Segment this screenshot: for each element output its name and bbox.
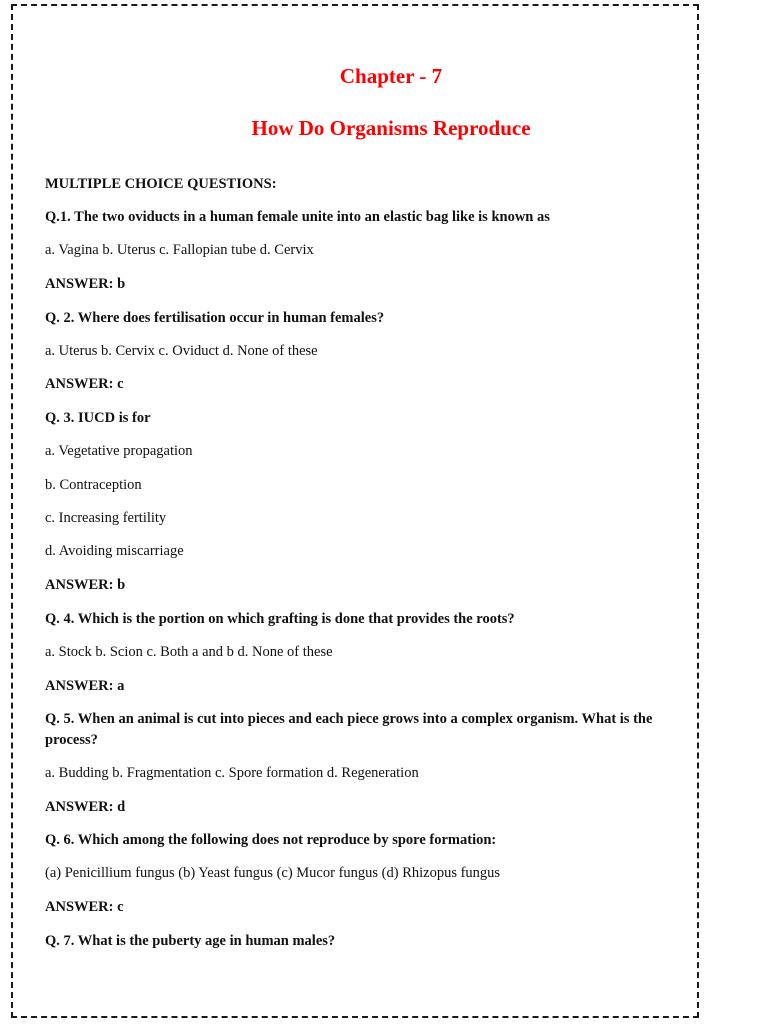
- q3-option-d: d. Avoiding miscarriage: [45, 543, 184, 559]
- q2-options: a. Uterus b. Cervix c. Oviduct d. None of these: [45, 343, 318, 359]
- q6-question: Q. 6. Which among the following does not reproduce by spore formation:: [45, 832, 497, 848]
- q4-question: Q. 4. Which is the portion on which grafting is done that provides the roots?: [45, 611, 515, 627]
- q6-options: (a) Penicillium fungus (b) Yeast fungus (c) Mucor fungus (d) Rhizopus fungus: [45, 865, 501, 881]
- q1-answer: ANSWER: b: [45, 276, 126, 292]
- chapter-heading: Chapter - 7: [339, 64, 443, 88]
- page-title: How Do Organisms Reproduce: [251, 116, 531, 140]
- section-heading: MULTIPLE CHOICE QUESTIONS:: [45, 176, 277, 192]
- q3-option-a: a. Vegetative propagation: [45, 443, 193, 459]
- q3-question: Q. 3. IUCD is for: [45, 410, 151, 426]
- q1-question: Q.1. The two oviducts in a human female unite into an elastic bag like is known as: [45, 209, 550, 225]
- q4-options: a. Stock b. Scion c. Both a and b d. None of these: [45, 644, 333, 660]
- q1-options: a. Vagina b. Uterus c. Fallopian tube d. Cervix: [45, 242, 314, 258]
- q3-option-c: c. Increasing fertility: [45, 510, 167, 526]
- q7-question: Q. 7. What is the puberty age in human males?: [45, 933, 336, 949]
- q3-answer: ANSWER: b: [45, 577, 126, 593]
- q5-question: Q. 5. When an animal is cut into pieces and each piece grows into a complex organism. What is the process?: [45, 711, 653, 748]
- q5-options: a. Budding b. Fragmentation c. Spore formation d. Regeneration: [45, 765, 419, 781]
- q4-answer: ANSWER: a: [45, 678, 125, 694]
- q3-option-b: b. Contraception: [45, 477, 142, 493]
- q6-answer: ANSWER: c: [45, 899, 124, 915]
- q2-question: Q. 2. Where does fertilisation occur in human females?: [45, 310, 385, 326]
- q5-answer: ANSWER: d: [45, 799, 126, 815]
- q2-answer: ANSWER: c: [45, 376, 124, 392]
